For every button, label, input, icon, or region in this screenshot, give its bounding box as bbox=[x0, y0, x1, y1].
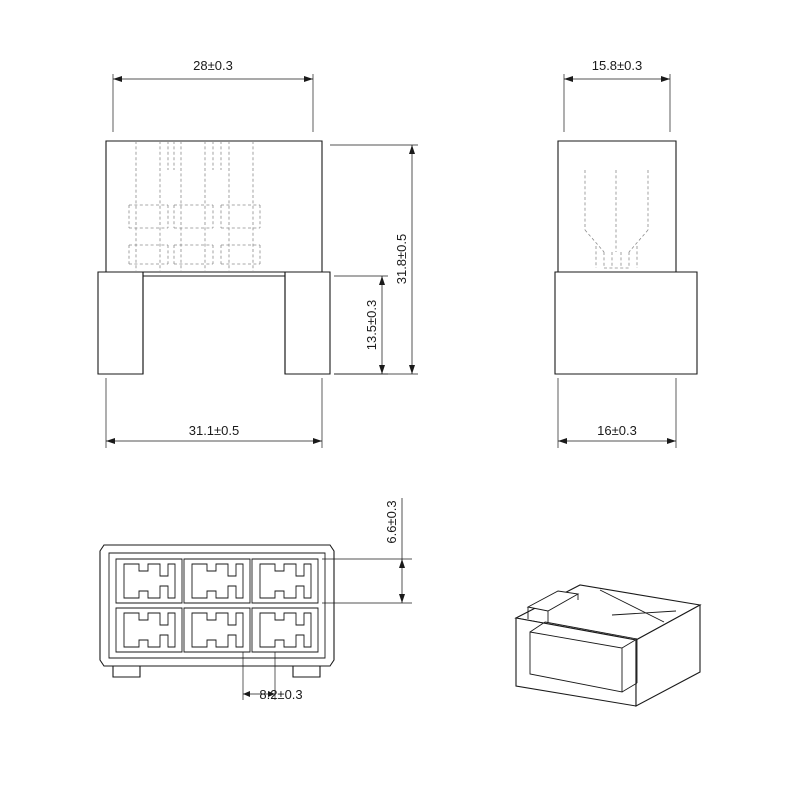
dimension-label-height-lower: 13.5±0.3 bbox=[364, 299, 379, 351]
front-view-outline bbox=[98, 141, 330, 374]
dimension-label-depth-base: 16±0.3 bbox=[597, 423, 637, 438]
dimension-width-top bbox=[113, 58, 313, 132]
dimension-pitch-vertical bbox=[322, 498, 412, 603]
side-view-outline bbox=[555, 141, 697, 374]
isometric-view bbox=[516, 585, 700, 706]
dimension-label-pitch-horizontal: 8.2±0.3 bbox=[259, 687, 303, 702]
dimension-label-width-top: 28±0.3 bbox=[193, 58, 233, 73]
dimension-label-pitch-vertical: 6.6±0.3 bbox=[384, 500, 399, 544]
dimension-height-lower bbox=[334, 276, 388, 374]
dimension-depth-top bbox=[564, 58, 670, 132]
top-view-outline bbox=[100, 545, 334, 677]
dimension-label-height-total: 31.8±0.5 bbox=[394, 233, 409, 285]
top-view bbox=[100, 498, 412, 702]
front-view bbox=[98, 58, 418, 448]
dimension-depth-base bbox=[558, 378, 676, 448]
dimension-width-base bbox=[106, 378, 322, 448]
dimension-label-depth-top: 15.8±0.3 bbox=[591, 58, 643, 73]
dimension-label-width-base: 31.1±0.5 bbox=[188, 423, 240, 438]
side-view bbox=[555, 58, 697, 448]
